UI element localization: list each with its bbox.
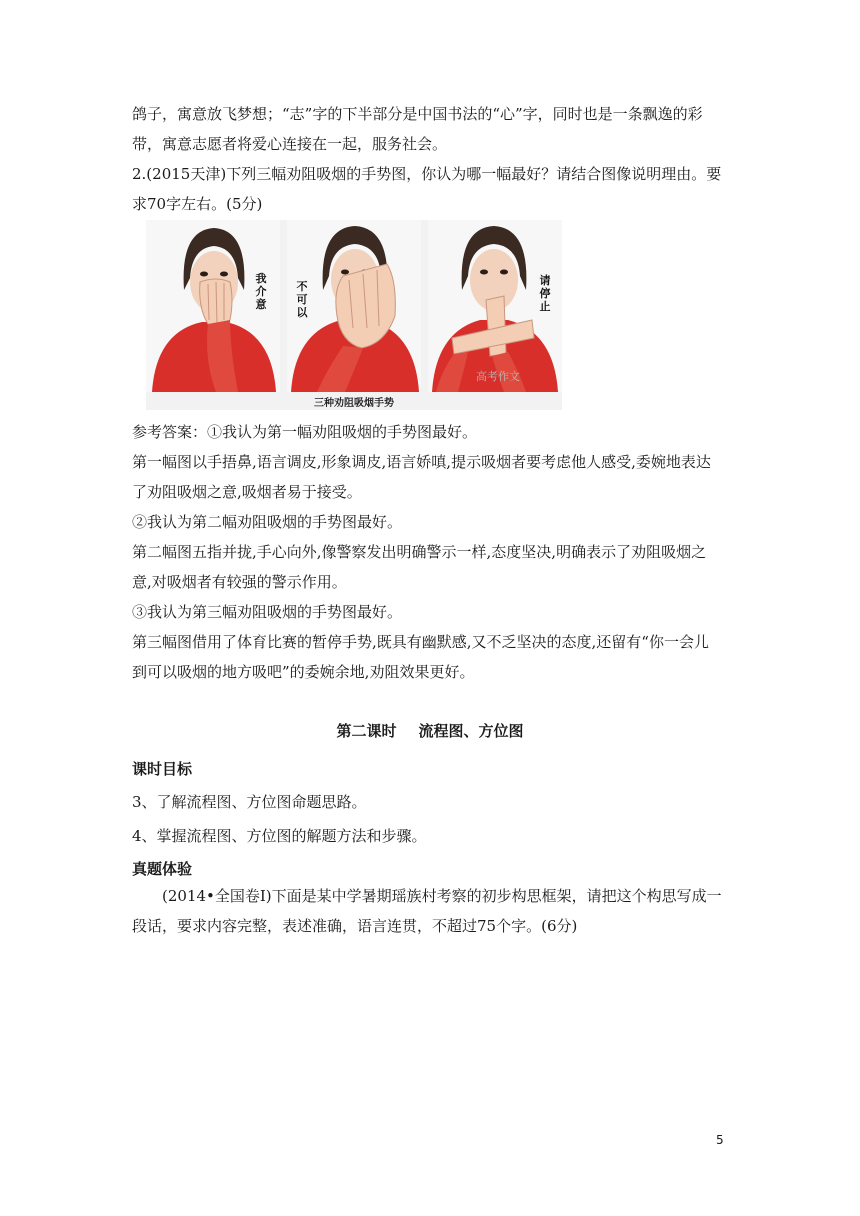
practice-heading: 真题体验: [132, 860, 193, 878]
gesture-panel-1: [146, 220, 280, 392]
question-2-line-1: 2.(2015天津)下列三幅劝阻吸烟的手势图，你认为哪一幅最好？请结合图像说明理由。要: [132, 165, 722, 183]
answer-line-3: 了劝阻吸烟之意,吸烟者易于接受。: [132, 483, 362, 501]
answer-line-9: 到可以吸烟的地方吸吧”的委婉余地,劝阻效果更好。: [132, 663, 475, 681]
gesture-panel-2: [287, 220, 421, 392]
gesture-panel-3: [428, 220, 562, 392]
goal-4: 4、掌握流程图、方位图的解题方法和步骤。: [132, 827, 427, 845]
lesson-title-part-1: 第二课时: [336, 722, 397, 740]
answer-line-2: 第一幅图以手捂鼻,语言调皮,形象调皮,语言娇嗔,提示吸烟者要考虑他人感受,委婉地表达: [132, 453, 711, 471]
practice-line-1: (2014•全国卷Ⅰ)下面是某中学暑期瑶族村考察的初步构思框架，请把这个构思写成一: [162, 887, 722, 905]
answer-line-1: 参考答案：①我认为第一幅劝阻吸烟的手势图最好。: [132, 423, 478, 441]
lesson-title-part-2: 流程图、方位图: [418, 722, 524, 740]
answer-line-6: 意,对吸烟者有较强的警示作用。: [132, 573, 347, 591]
page-number: 5: [716, 1133, 724, 1147]
figure-caption: 三种劝阻吸烟手势: [314, 398, 394, 409]
watermark-text: 高考作文: [476, 370, 520, 383]
answer-line-8: 第三幅图借用了体育比赛的暂停手势,既具有幽默感,又不乏坚决的态度,还留有“你一会儿: [132, 633, 709, 651]
gesture-figure: [146, 220, 562, 410]
goal-3: 3、了解流程图、方位图命题思路。: [132, 793, 367, 811]
panel-3-label: 请停止: [539, 274, 551, 313]
practice-line-2: 段话，要求内容完整，表述准确，语言连贯，不超过75个字。(6分): [132, 917, 578, 935]
intro-line-2: 带，寓意志愿者将爱心连接在一起，服务社会。: [132, 135, 448, 153]
lesson-title: [0, 720, 860, 741]
panel-1-label: 我介意: [255, 272, 267, 311]
answer-line-4: ②我认为第二幅劝阻吸烟的手势图最好。: [132, 513, 403, 531]
answer-line-7: ③我认为第三幅劝阻吸烟的手势图最好。: [132, 603, 403, 621]
panel-2-label: 不可以: [296, 280, 308, 319]
goals-heading: 课时目标: [132, 760, 193, 778]
intro-line-1: 鸽子，寓意放飞梦想；“志”字的下半部分是中国书法的“心”字，同时也是一条飘逸的彩: [132, 105, 703, 123]
answer-line-5: 第二幅图五指并拢,手心向外,像警察发出明确警示一样,态度坚决,明确表示了劝阻吸烟之: [132, 543, 707, 561]
question-2-line-2: 求70字左右。(5分): [132, 195, 263, 213]
